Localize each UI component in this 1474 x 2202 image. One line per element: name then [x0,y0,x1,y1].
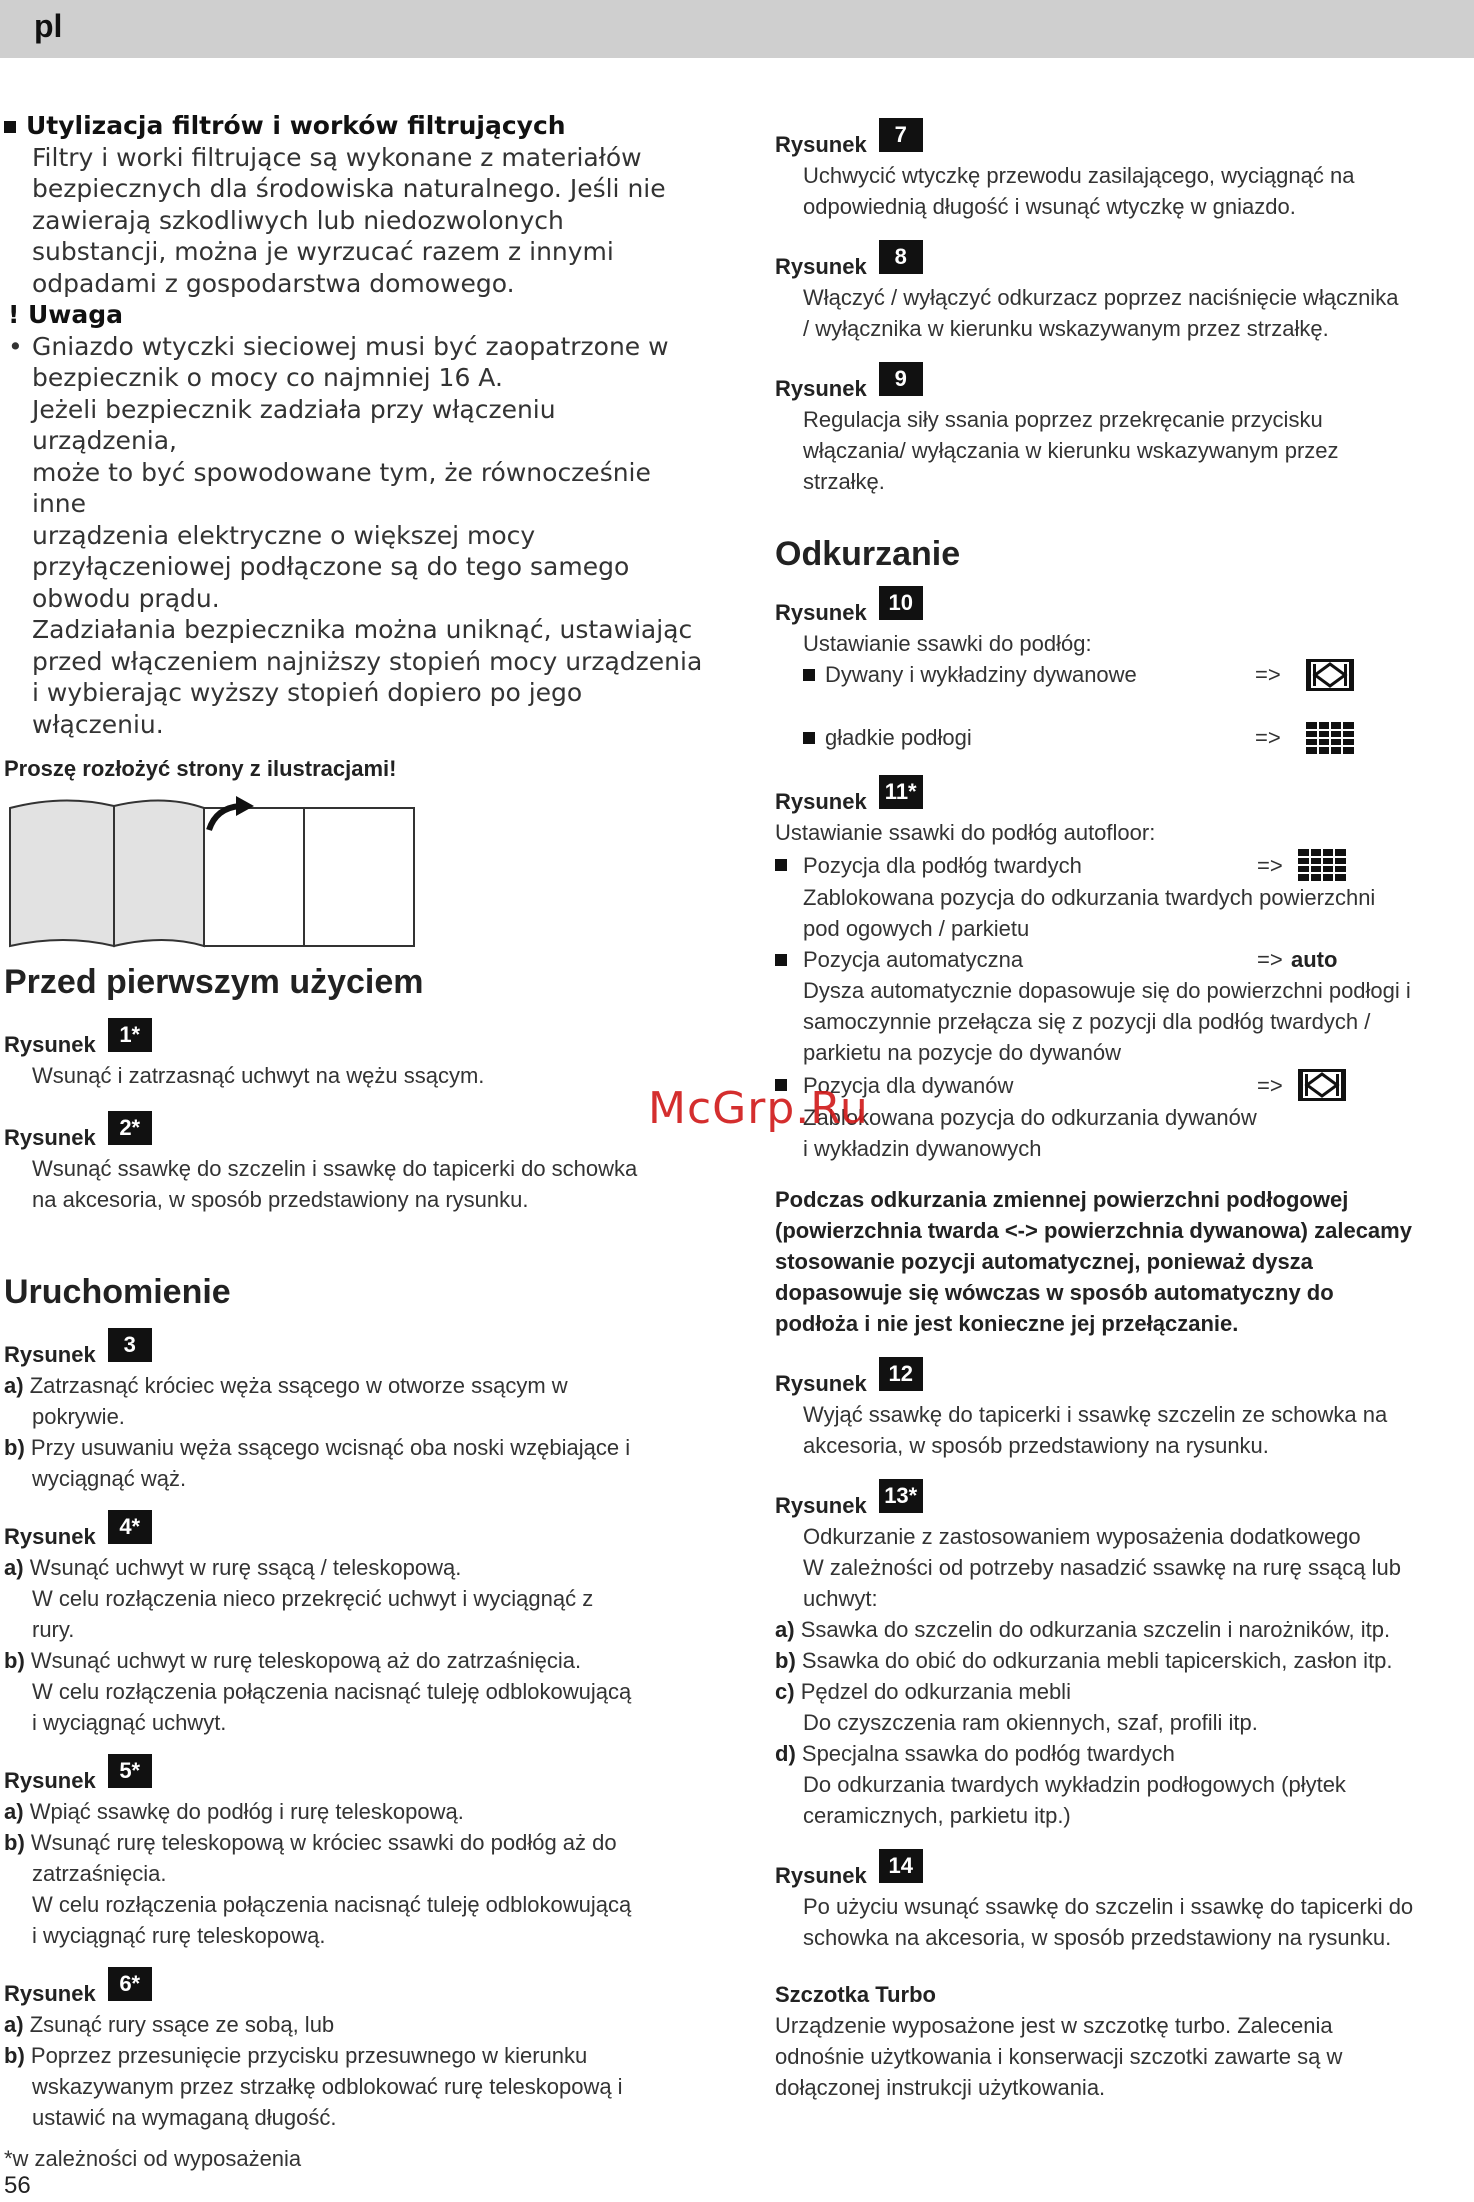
square-bullet-icon [803,732,815,744]
right-column [775,122,1470,2103]
square-bullet-icon [803,669,815,681]
fig5-label: Rysunek [4,1768,96,1793]
fig12-block [775,1361,1470,1461]
auto-label: auto [1291,947,1338,972]
fig9-block [775,366,1470,497]
fig14-text: Po użyciu wsunąć ssawkę do szczelin i ssawkę do tapicerki do schowka na akcesoria, w sposób przedstawiony na rysunku. [803,1894,1414,1950]
fig14-number-badge: 14 [879,1849,923,1883]
turbo-title: Szczotka Turbo [775,1982,936,2007]
fig10-block [775,590,1470,753]
fig13-block [775,1483,1470,1831]
carpet-symbol-icon [1297,1068,1347,1102]
fig2-label: Rysunek [4,1125,96,1150]
fig3-label: Rysunek [4,1342,96,1367]
page-number: 56 [4,2172,31,2199]
fig11-item-carpet: Pozycja dla dywanów => [775,1068,1470,1102]
fig9-label: Rysunek [775,376,867,401]
dot-bullet-icon: • [8,331,23,361]
fig10-number-badge: 10 [879,586,923,620]
fig5-block [4,1758,704,1951]
fig13-text: Odkurzanie z zastosowaniem wyposażenia dodatkowego W zależności od potrzeby nasadzić ssawkę na rurę ssącą lub uchwyt: [803,1524,1401,1611]
fig8-number-badge: 8 [879,240,923,274]
warning-text: • Gniazdo wtyczki sieciowej musi być zaopatrzone w bezpiecznik o mocy co najmniej 16 A. Jeżeli bezpiecznik zadziała przy włączeniu urządzenia, może to być spowodowane tym, że równocześnie inne urządzenia elektryczne o większej mocy przyłączeniowej podłączone są do tego samego obwodu prądu. Zadziałania bezpiecznika można uniknąć, ustawiając przed włączeniem najniższy stopień mocy urządzenia i wybierając wyższy stopień dopiero po jego włączeniu. [8,331,703,739]
vacuuming-title: Odkurzanie [775,535,961,573]
fig6-number-badge: 6* [108,1967,152,2001]
fig14-label: Rysunek [775,1863,867,1888]
fig9-text: Regulacja siły ssania poprzez przekręcanie przycisku włączania/ wyłączania w kierunku wskazywanym przez strzałkę. [803,407,1339,494]
square-bullet-icon [775,859,787,871]
fig8-text: Włączyć / wyłączyć odkurzacz poprzez naciśnięcie włącznika / wyłącznika w kierunku wskazywanym przez strzałkę. [803,285,1399,341]
fig10-item-carpet: Dywany i wykładziny dywanowe => [775,659,1470,690]
fig6-steps: a) Zsunąć rury ssące ze sobą, lub b) Poprzez przesunięcie przycisku przesuwnego w kierunku wskazywanym przez strzałkę odblokować rurę teleskopową i ustawić na wymaganą długość. [4,2012,623,2130]
fig10-item-hard-floor: gładkie podłogi => [775,722,1470,753]
fig11-item-auto-desc: Dysza automatycznie dopasowuje się do powierzchni podłogi i samoczynnie przełącza się z pozycji dla podłóg twardych / parkietu na pozycje do dywanów [803,978,1411,1065]
fig8-label: Rysunek [775,254,867,279]
left-column [4,110,704,2174]
exclamation-icon: ! [8,300,20,329]
filters-section [4,110,704,740]
warning-title: ! Uwaga [4,299,704,331]
square-bullet-icon [775,954,787,966]
fig7-label: Rysunek [775,132,867,157]
fig6-block [4,1971,704,2133]
fig4-number-badge: 4* [108,1510,152,1544]
fig4-block [4,1514,704,1738]
fig10-label: Rysunek [775,600,867,625]
fig1-label: Rysunek [4,1032,96,1057]
fig12-text: Wyjąć ssawkę do tapicerki i ssawkę szczelin ze schowka na akcesoria, w sposób przedstawiony na rysunku. [803,1402,1388,1458]
fig10-intro: Ustawianie ssawki do podłóg: [803,631,1092,656]
start-title: Uruchomienie [4,1273,231,1311]
fig11-item-auto: Pozycja automatyczna => auto [775,944,1470,975]
before-first-use-title: Przed pierwszym użyciem [4,963,424,1001]
fig11-item-carpet-desc: Zablokowana pozycja do odkurzania dywanów i wykładzin dywanowych [803,1105,1257,1161]
fig3-block [4,1332,704,1494]
unfold-note: Proszę rozłożyć strony z ilustracjami! [4,756,397,781]
turbo-text: Urządzenie wyposażone jest w szczotkę turbo. Zalecenia odnośnie użytkowania i konserwacji szczotki zawarte są w dołączonej instrukcji użytkowania. [775,2013,1343,2100]
filters-title: Utylizacja filtrów i worków filtrujących [4,110,704,142]
fig2-number-badge: 2* [108,1111,152,1145]
fig3-steps: a) Zatrzasnąć króciec węża ssącego w otworze ssącym w pokrywie. b) Przy usuwaniu węża ssącego wcisnąć oba noski wzębiające i wyciągnąć wąż. [4,1373,631,1491]
fig2-text: Wsunąć ssawkę do szczelin i ssawkę do tapicerki do schowka na akcesoria, w sposób przedstawiony na rysunku. [32,1156,638,1212]
fig11-label: Rysunek [775,789,867,814]
fig11-number-badge: 11* [879,775,923,809]
fig13-label: Rysunek [775,1493,867,1518]
fig8-block [775,244,1470,344]
fig13-items: a) Ssawka do szczelin do odkurzania szczelin i narożników, itp. b) Ssawka do obić do odkurzania mebli tapicerskich, zasłon itp. c) Pędzel do odkurzania mebli Do czyszczenia ram okiennych, szaf, profili itp. d) Specjalna ssawka do podłóg twardych Do odkurzania twardych wykładzin podłogowych (płytek ceramicznych, parkietu itp.) [775,1617,1393,1828]
fig12-label: Rysunek [775,1371,867,1396]
fig11-item-hard: Pozycja dla podłóg twardych => [775,848,1470,882]
fig11-item-hard-desc: Zablokowana pozycja do odkurzania twardych powierzchni pod ogowych / parkietu [803,885,1376,941]
top-header-bar [0,0,1474,58]
fig5-steps: a) Wpiąć ssawkę do podłóg i rurę teleskopową. b) Wsunąć rurę teleskopową w króciec ssawki do podłóg aż do zatrzaśnięcia. W celu rozłączenia połączenia nacisnąć tuleję odblokowującą i wyciągnąć rurę teleskopową. [4,1799,632,1948]
fig14-block [775,1853,1470,1953]
fig11-block [775,779,1470,1164]
fig13-number-badge: 13* [879,1479,923,1513]
hard-floor-symbol-icon [1297,848,1347,882]
language-label: pl [34,8,63,44]
square-bullet-icon [4,121,16,133]
fig11-intro: Ustawianie ssawki do podłóg autofloor: [775,820,1156,845]
fig2-block [4,1115,704,1215]
fig7-text: Uchwycić wtyczkę przewodu zasilającego, wyciągnąć na odpowiednią długość i wsunąć wtyczkę w gniazdo. [803,163,1355,219]
filters-text: Filtry i worki filtrujące są wykonane z materiałów bezpiecznych dla środowiska naturalnego. Jeśli nie zawierają szkodliwych lub niedozwolonych substancji, można je wyrzucać razem z innymi odpadami z gospodarstwa domowego. [32,142,666,298]
fig1-number-badge: 1* [108,1018,152,1052]
fig7-block [775,122,1470,222]
fig4-label: Rysunek [4,1524,96,1549]
auto-position-note: Podczas odkurzania zmiennej powierzchni podłogowej (powierzchnia twarda <-> powierzchnia dywanowa) zalecamy stosowanie pozycji automatycznej, ponieważ dysza dopasowuje się wówczas w sposób automatyczny do podłoża i nie jest konieczne jej przełączanie. [775,1187,1412,1336]
fig1-text: Wsunąć i zatrzasnąć uchwyt na wężu ssącym. [32,1063,485,1088]
fig12-number-badge: 12 [879,1357,923,1391]
fig3-number-badge: 3 [108,1328,152,1362]
turbo-brush-section [775,1979,1470,2103]
fig1-block [4,1022,704,1091]
watermark: McGrp.Ru [648,1083,869,1134]
fig6-label: Rysunek [4,1981,96,2006]
hard-floor-symbol-icon [1305,721,1355,755]
fig7-number-badge: 7 [879,118,923,152]
fig9-number-badge: 9 [879,362,923,396]
carpet-symbol-icon [1305,658,1355,692]
fig4-steps: a) Wsunąć uchwyt w rurę ssącą / teleskopową. W celu rozłączenia nieco przekręcić uchwyt i wyciągnąć z rury. b) Wsunąć uchwyt w rurę teleskopową aż do zatrzaśnięcia. W celu rozłączenia połączenia nacisnąć tuleję odblokowującą i wyciągnąć uchwyt. [4,1555,632,1735]
unfold-pages-illustration [4,794,424,959]
fig5-number-badge: 5* [108,1754,152,1788]
footnote: *w zależności od wyposażenia [4,2146,302,2171]
